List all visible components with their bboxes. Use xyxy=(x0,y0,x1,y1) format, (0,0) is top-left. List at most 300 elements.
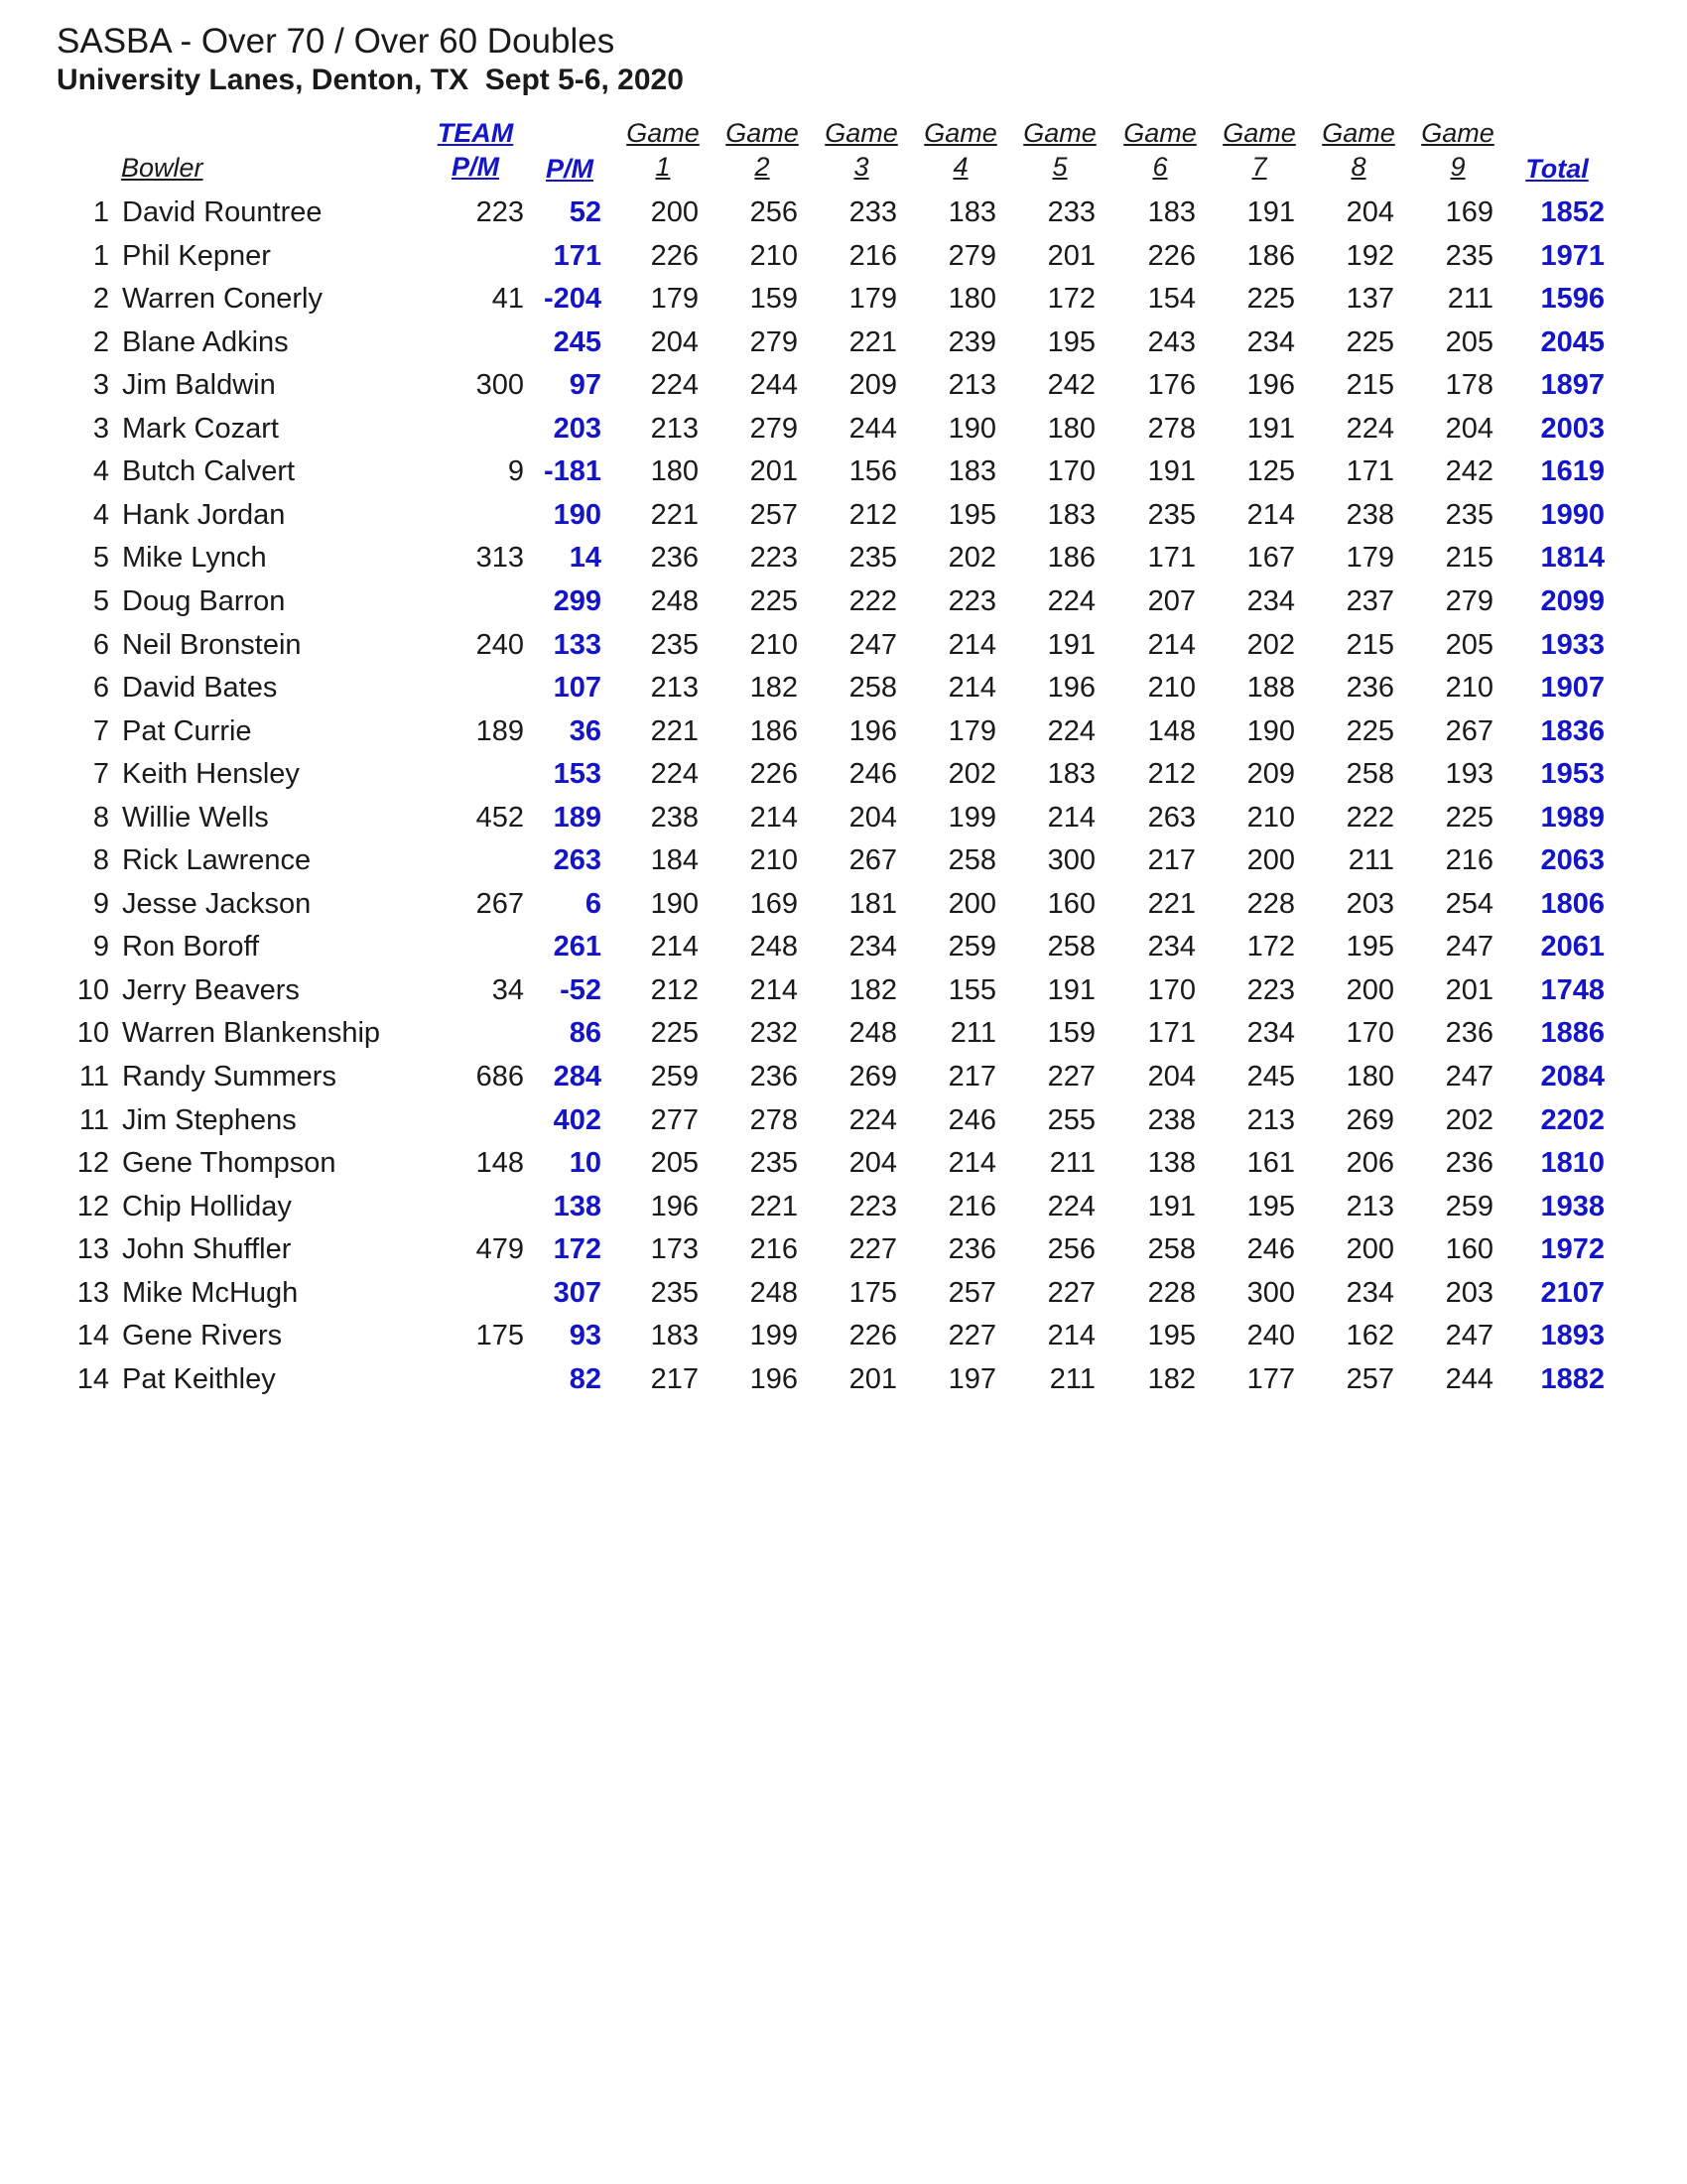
bowler-name-cell: Mike McHugh xyxy=(122,1276,299,1309)
team-pm-cell: 175 xyxy=(475,1320,524,1352)
game-1-cell: 225 xyxy=(650,1017,699,1050)
game-5-cell: 186 xyxy=(1047,542,1096,575)
game-6-cell: 148 xyxy=(1147,714,1196,747)
game-4-cell: 214 xyxy=(948,672,996,705)
game-6-cell: 154 xyxy=(1147,283,1196,316)
game-5-cell: 255 xyxy=(1047,1103,1096,1136)
game-9-cell: 242 xyxy=(1445,455,1493,488)
bowler-name-cell: Jim Stephens xyxy=(122,1103,297,1136)
team-pm-cell: 223 xyxy=(475,196,524,228)
game-4-cell: 183 xyxy=(948,196,996,228)
game-6-cell: 234 xyxy=(1147,931,1196,964)
bowler-name-cell: Ron Boroff xyxy=(122,931,260,964)
rank-cell: 5 xyxy=(92,542,109,575)
game-6-cell: 214 xyxy=(1147,628,1196,661)
game-2-cell: 214 xyxy=(749,801,798,834)
header-game-8: Game 8 xyxy=(1322,118,1395,182)
game-7-cell: 190 xyxy=(1246,714,1295,747)
game-5-cell: 211 xyxy=(1049,1362,1096,1395)
rank-cell: 8 xyxy=(92,801,109,834)
game-6-cell: 263 xyxy=(1147,801,1196,834)
table-row xyxy=(0,1315,1687,1357)
table-row xyxy=(0,1142,1687,1185)
rank-cell: 1 xyxy=(92,196,109,228)
rank-cell: 7 xyxy=(92,758,109,791)
game-8-cell: 234 xyxy=(1346,1276,1394,1309)
game-5-cell: 214 xyxy=(1047,801,1096,834)
game-5-cell: 196 xyxy=(1047,672,1096,705)
bowler-name-cell: Blane Adkins xyxy=(122,325,289,358)
rank-cell: 3 xyxy=(92,412,109,445)
game-4-cell: 227 xyxy=(948,1320,996,1352)
header-total: Total xyxy=(1525,154,1589,184)
team-pm-cell xyxy=(437,1012,524,1055)
pm-cell: 82 xyxy=(569,1362,601,1395)
game-1-cell: 183 xyxy=(650,1320,699,1352)
game-3-cell: 201 xyxy=(848,1362,897,1395)
bowler-name-cell: Randy Summers xyxy=(122,1061,336,1092)
game-3-cell: 204 xyxy=(848,801,897,834)
game-8-cell: 137 xyxy=(1346,283,1394,316)
table-row xyxy=(0,278,1687,321)
game-5-cell: 172 xyxy=(1047,283,1096,316)
pm-cell: 261 xyxy=(553,931,601,964)
game-6-cell: 238 xyxy=(1147,1103,1196,1136)
table-row xyxy=(0,235,1687,278)
pm-cell: 36 xyxy=(569,714,601,747)
bowler-name-cell: Neil Bronstein xyxy=(122,628,302,661)
game-5-cell: 191 xyxy=(1047,973,1096,1006)
game-7-cell: 228 xyxy=(1246,887,1295,920)
game-3-cell: 181 xyxy=(848,887,897,920)
game-4-cell: 190 xyxy=(948,412,996,445)
team-pm-cell: 267 xyxy=(475,887,524,920)
game-6-cell: 170 xyxy=(1147,973,1196,1006)
bowler-name-cell: Pat Keithley xyxy=(122,1362,276,1395)
game-7-cell: 161 xyxy=(1246,1147,1295,1180)
rank-cell: 4 xyxy=(92,498,109,531)
game-3-cell: 258 xyxy=(848,672,897,705)
game-9-cell: 267 xyxy=(1445,714,1493,747)
game-9-cell: 205 xyxy=(1445,325,1493,358)
game-5-cell: 300 xyxy=(1047,844,1096,877)
game-5-cell: 180 xyxy=(1047,412,1096,445)
game-7-cell: 213 xyxy=(1246,1103,1295,1136)
game-5-cell: 159 xyxy=(1047,1017,1096,1050)
game-1-cell: 221 xyxy=(650,714,699,747)
total-cell: 1972 xyxy=(1540,1233,1605,1266)
total-cell: 2003 xyxy=(1540,412,1605,445)
pm-cell: 97 xyxy=(569,369,601,402)
game-8-cell: 269 xyxy=(1346,1103,1394,1136)
game-1-cell: 179 xyxy=(650,283,699,316)
game-4-cell: 246 xyxy=(948,1103,996,1136)
game-7-cell: 234 xyxy=(1246,325,1295,358)
team-pm-cell: 189 xyxy=(475,714,524,747)
game-9-cell: 202 xyxy=(1445,1103,1493,1136)
game-4-cell: 223 xyxy=(948,584,996,617)
bowler-name-cell: Willie Wells xyxy=(122,801,269,834)
total-cell: 1989 xyxy=(1540,801,1605,834)
game-6-cell: 217 xyxy=(1147,844,1196,877)
pm-cell: 307 xyxy=(553,1276,601,1309)
team-pm-cell: 148 xyxy=(475,1147,524,1180)
game-3-cell: 221 xyxy=(848,325,897,358)
team-pm-cell: 300 xyxy=(475,369,524,402)
total-cell: 1852 xyxy=(1540,196,1605,228)
total-cell: 1907 xyxy=(1540,672,1605,705)
game-6-cell: 226 xyxy=(1147,239,1196,272)
game-8-cell: 203 xyxy=(1346,887,1394,920)
table-row xyxy=(0,926,1687,968)
total-cell: 1619 xyxy=(1540,455,1605,488)
team-pm-cell: 41 xyxy=(491,283,524,316)
table-row xyxy=(0,753,1687,796)
team-pm-cell: 240 xyxy=(475,628,524,661)
game-1-cell: 213 xyxy=(650,672,699,705)
table-row xyxy=(0,624,1687,667)
game-8-cell: 192 xyxy=(1346,239,1394,272)
game-3-cell: 233 xyxy=(848,196,897,228)
game-2-cell: 244 xyxy=(749,369,798,402)
game-1-cell: 236 xyxy=(650,542,699,575)
rank-cell: 4 xyxy=(92,455,109,488)
game-9-cell: 254 xyxy=(1445,887,1493,920)
game-1-cell: 235 xyxy=(650,628,699,661)
team-pm-cell xyxy=(437,667,524,709)
game-8-cell: 237 xyxy=(1346,584,1394,617)
team-pm-cell xyxy=(437,235,524,278)
bowler-name-cell: Jesse Jackson xyxy=(122,887,312,920)
table-row xyxy=(0,710,1687,753)
game-8-cell: 180 xyxy=(1346,1061,1394,1092)
game-7-cell: 300 xyxy=(1246,1276,1295,1309)
game-4-cell: 199 xyxy=(948,801,996,834)
game-1-cell: 226 xyxy=(650,239,699,272)
game-7-cell: 177 xyxy=(1246,1362,1295,1395)
total-cell: 1933 xyxy=(1540,628,1605,661)
team-pm-cell xyxy=(437,926,524,968)
game-4-cell: 155 xyxy=(948,973,996,1006)
game-1-cell: 180 xyxy=(650,455,699,488)
game-6-cell: 183 xyxy=(1147,196,1196,228)
game-2-cell: 159 xyxy=(749,283,798,316)
game-3-cell: 204 xyxy=(848,1147,897,1180)
game-2-cell: 248 xyxy=(749,931,798,964)
pm-cell: 189 xyxy=(553,801,601,834)
game-8-cell: 224 xyxy=(1346,412,1394,445)
page-title: SASBA - Over 70 / Over 60 Doubles xyxy=(57,22,615,61)
game-1-cell: 259 xyxy=(650,1061,699,1092)
bowler-name-cell: Chip Holliday xyxy=(122,1190,292,1222)
total-cell: 1748 xyxy=(1540,973,1605,1006)
game-4-cell: 259 xyxy=(948,931,996,964)
table-row xyxy=(0,667,1687,709)
game-7-cell: 240 xyxy=(1246,1320,1295,1352)
bowler-name-cell: Gene Thompson xyxy=(122,1147,336,1180)
team-pm-cell: 479 xyxy=(475,1233,524,1266)
rank-cell: 12 xyxy=(76,1147,109,1180)
game-3-cell: 246 xyxy=(848,758,897,791)
pm-cell: 402 xyxy=(553,1103,601,1136)
game-4-cell: 213 xyxy=(948,369,996,402)
game-2-cell: 226 xyxy=(749,758,798,791)
game-7-cell: 172 xyxy=(1246,931,1295,964)
game-5-cell: 214 xyxy=(1047,1320,1096,1352)
game-7-cell: 214 xyxy=(1246,498,1295,531)
team-pm-cell xyxy=(437,321,524,364)
game-6-cell: 195 xyxy=(1147,1320,1196,1352)
game-4-cell: 216 xyxy=(948,1190,996,1222)
rank-cell: 10 xyxy=(76,1017,109,1050)
game-7-cell: 195 xyxy=(1246,1190,1295,1222)
game-4-cell: 202 xyxy=(948,758,996,791)
game-4-cell: 214 xyxy=(948,628,996,661)
game-5-cell: 242 xyxy=(1047,369,1096,402)
pm-cell: 86 xyxy=(569,1017,601,1050)
header-pm: P/M xyxy=(545,154,593,184)
game-3-cell: 222 xyxy=(848,584,897,617)
bowler-name-cell: Keith Hensley xyxy=(122,758,300,791)
table-row xyxy=(0,1272,1687,1315)
game-5-cell: 233 xyxy=(1047,196,1096,228)
game-3-cell: 212 xyxy=(848,498,897,531)
game-4-cell: 202 xyxy=(948,542,996,575)
game-4-cell: 200 xyxy=(948,887,996,920)
table-row xyxy=(0,450,1687,493)
bowler-name-cell: Jim Baldwin xyxy=(122,369,276,402)
game-9-cell: 225 xyxy=(1445,801,1493,834)
game-2-cell: 221 xyxy=(749,1190,798,1222)
team-pm-cell: 686 xyxy=(475,1061,524,1092)
game-7-cell: 245 xyxy=(1246,1061,1295,1092)
game-2-cell: 214 xyxy=(749,973,798,1006)
game-3-cell: 216 xyxy=(848,239,897,272)
pm-cell: 52 xyxy=(569,196,601,228)
game-3-cell: 196 xyxy=(848,714,897,747)
game-8-cell: 170 xyxy=(1346,1017,1394,1050)
game-3-cell: 235 xyxy=(848,542,897,575)
rank-cell: 6 xyxy=(92,628,109,661)
rank-cell: 13 xyxy=(76,1233,109,1266)
pm-cell: 299 xyxy=(553,584,601,617)
pm-cell: 190 xyxy=(553,498,601,531)
game-1-cell: 224 xyxy=(650,369,699,402)
rank-cell: 13 xyxy=(76,1276,109,1309)
pm-cell: -181 xyxy=(543,455,601,488)
page-subtitle: University Lanes, Denton, TX Sept 5-6, 2020 xyxy=(57,64,684,96)
game-3-cell: 156 xyxy=(848,455,897,488)
game-8-cell: 204 xyxy=(1346,196,1394,228)
table-row xyxy=(0,1056,1687,1098)
game-8-cell: 200 xyxy=(1346,1233,1394,1266)
team-pm-cell xyxy=(437,494,524,537)
game-2-cell: 257 xyxy=(749,498,798,531)
game-1-cell: 200 xyxy=(650,196,699,228)
bowler-name-cell: Warren Blankenship xyxy=(122,1017,381,1050)
game-1-cell: 248 xyxy=(650,584,699,617)
game-6-cell: 171 xyxy=(1147,1017,1196,1050)
game-7-cell: 200 xyxy=(1246,844,1295,877)
game-3-cell: 224 xyxy=(848,1103,897,1136)
pm-cell: 10 xyxy=(569,1147,601,1180)
total-cell: 1836 xyxy=(1540,714,1605,747)
game-1-cell: 235 xyxy=(650,1276,699,1309)
bowler-name-cell: David Bates xyxy=(122,672,278,705)
game-2-cell: 196 xyxy=(749,1362,798,1395)
team-pm-cell xyxy=(437,1358,524,1401)
game-2-cell: 216 xyxy=(749,1233,798,1266)
total-cell: 1596 xyxy=(1540,283,1605,316)
table-row xyxy=(0,192,1687,234)
game-4-cell: 195 xyxy=(948,498,996,531)
game-1-cell: 213 xyxy=(650,412,699,445)
team-pm-cell xyxy=(437,753,524,796)
game-6-cell: 212 xyxy=(1147,758,1196,791)
game-9-cell: 247 xyxy=(1445,1061,1493,1092)
game-3-cell: 247 xyxy=(848,628,897,661)
game-4-cell: 217 xyxy=(948,1061,996,1092)
table-row xyxy=(0,364,1687,407)
game-6-cell: 278 xyxy=(1147,412,1196,445)
game-2-cell: 210 xyxy=(749,628,798,661)
game-7-cell: 188 xyxy=(1246,672,1295,705)
pm-cell: 171 xyxy=(553,239,601,272)
game-3-cell: 226 xyxy=(848,1320,897,1352)
game-5-cell: 224 xyxy=(1047,714,1096,747)
game-4-cell: 214 xyxy=(948,1147,996,1180)
rank-cell: 8 xyxy=(92,844,109,877)
game-5-cell: 160 xyxy=(1047,887,1096,920)
rank-cell: 5 xyxy=(92,584,109,617)
pm-cell: 153 xyxy=(553,758,601,791)
game-2-cell: 256 xyxy=(749,196,798,228)
game-6-cell: 182 xyxy=(1147,1362,1196,1395)
game-3-cell: 267 xyxy=(848,844,897,877)
pm-cell: 245 xyxy=(553,325,601,358)
game-4-cell: 236 xyxy=(948,1233,996,1266)
rank-cell: 12 xyxy=(76,1190,109,1222)
game-3-cell: 182 xyxy=(848,973,897,1006)
game-1-cell: 214 xyxy=(650,931,699,964)
game-8-cell: 215 xyxy=(1346,628,1394,661)
header-game-5: Game 5 xyxy=(1023,118,1097,182)
pm-cell: 172 xyxy=(553,1233,601,1266)
game-9-cell: 216 xyxy=(1445,844,1493,877)
table-row xyxy=(0,494,1687,537)
game-9-cell: 235 xyxy=(1445,498,1493,531)
game-4-cell: 180 xyxy=(948,283,996,316)
rank-cell: 9 xyxy=(92,887,109,920)
game-8-cell: 200 xyxy=(1346,973,1394,1006)
bowler-name-cell: Pat Currie xyxy=(122,714,252,747)
game-5-cell: 211 xyxy=(1049,1147,1096,1180)
game-2-cell: 279 xyxy=(749,325,798,358)
game-9-cell: 215 xyxy=(1445,542,1493,575)
team-pm-cell xyxy=(437,580,524,623)
game-6-cell: 221 xyxy=(1147,887,1196,920)
game-6-cell: 258 xyxy=(1147,1233,1196,1266)
game-9-cell: 204 xyxy=(1445,412,1493,445)
game-6-cell: 228 xyxy=(1147,1276,1196,1309)
game-7-cell: 191 xyxy=(1246,412,1295,445)
pm-cell: -52 xyxy=(560,973,601,1006)
game-1-cell: 190 xyxy=(650,887,699,920)
team-pm-cell xyxy=(437,408,524,450)
game-2-cell: 169 xyxy=(749,887,798,920)
game-3-cell: 244 xyxy=(848,412,897,445)
game-9-cell: 236 xyxy=(1445,1017,1493,1050)
game-5-cell: 227 xyxy=(1047,1061,1096,1092)
game-7-cell: 234 xyxy=(1246,1017,1295,1050)
game-6-cell: 207 xyxy=(1147,584,1196,617)
game-4-cell: 239 xyxy=(948,325,996,358)
game-6-cell: 243 xyxy=(1147,325,1196,358)
pm-cell: 107 xyxy=(553,672,601,705)
game-8-cell: 211 xyxy=(1348,844,1394,877)
rank-cell: 14 xyxy=(76,1362,109,1395)
total-cell: 1893 xyxy=(1540,1320,1605,1352)
game-9-cell: 279 xyxy=(1445,584,1493,617)
pm-cell: 6 xyxy=(584,887,601,920)
bowler-name-cell: Warren Conerly xyxy=(122,283,323,316)
game-1-cell: 224 xyxy=(650,758,699,791)
total-cell: 1971 xyxy=(1540,239,1605,272)
rank-cell: 3 xyxy=(92,369,109,402)
total-cell: 1990 xyxy=(1540,498,1605,531)
rank-cell: 11 xyxy=(78,1103,109,1136)
game-5-cell: 227 xyxy=(1047,1276,1096,1309)
pm-cell: 263 xyxy=(553,844,601,877)
game-5-cell: 195 xyxy=(1047,325,1096,358)
table-row xyxy=(0,1012,1687,1055)
total-cell: 1810 xyxy=(1540,1147,1605,1180)
table-row xyxy=(0,1358,1687,1401)
game-9-cell: 201 xyxy=(1445,973,1493,1006)
team-pm-cell xyxy=(437,839,524,882)
game-8-cell: 257 xyxy=(1346,1362,1394,1395)
bowler-name-cell: Mark Cozart xyxy=(122,412,279,445)
game-4-cell: 257 xyxy=(948,1276,996,1309)
game-1-cell: 212 xyxy=(650,973,699,1006)
game-2-cell: 186 xyxy=(749,714,798,747)
team-pm-cell: 34 xyxy=(491,973,524,1006)
header-game-9: Game 9 xyxy=(1421,118,1494,182)
game-6-cell: 176 xyxy=(1147,369,1196,402)
total-cell: 2107 xyxy=(1540,1276,1605,1309)
game-2-cell: 223 xyxy=(749,542,798,575)
game-7-cell: 210 xyxy=(1246,801,1295,834)
game-3-cell: 209 xyxy=(848,369,897,402)
rank-cell: 9 xyxy=(92,931,109,964)
game-4-cell: 179 xyxy=(948,714,996,747)
game-8-cell: 222 xyxy=(1346,801,1394,834)
pm-cell: 284 xyxy=(553,1061,601,1092)
team-pm-cell xyxy=(437,1099,524,1142)
game-3-cell: 248 xyxy=(848,1017,897,1050)
table-row xyxy=(0,1186,1687,1228)
game-8-cell: 225 xyxy=(1346,714,1394,747)
game-8-cell: 195 xyxy=(1346,931,1394,964)
rank-cell: 2 xyxy=(92,325,109,358)
game-8-cell: 162 xyxy=(1346,1320,1394,1352)
total-cell: 1897 xyxy=(1540,369,1605,402)
game-3-cell: 179 xyxy=(848,283,897,316)
table-row xyxy=(0,969,1687,1012)
team-pm-cell: 313 xyxy=(475,542,524,575)
game-5-cell: 183 xyxy=(1047,758,1096,791)
game-1-cell: 217 xyxy=(650,1362,699,1395)
